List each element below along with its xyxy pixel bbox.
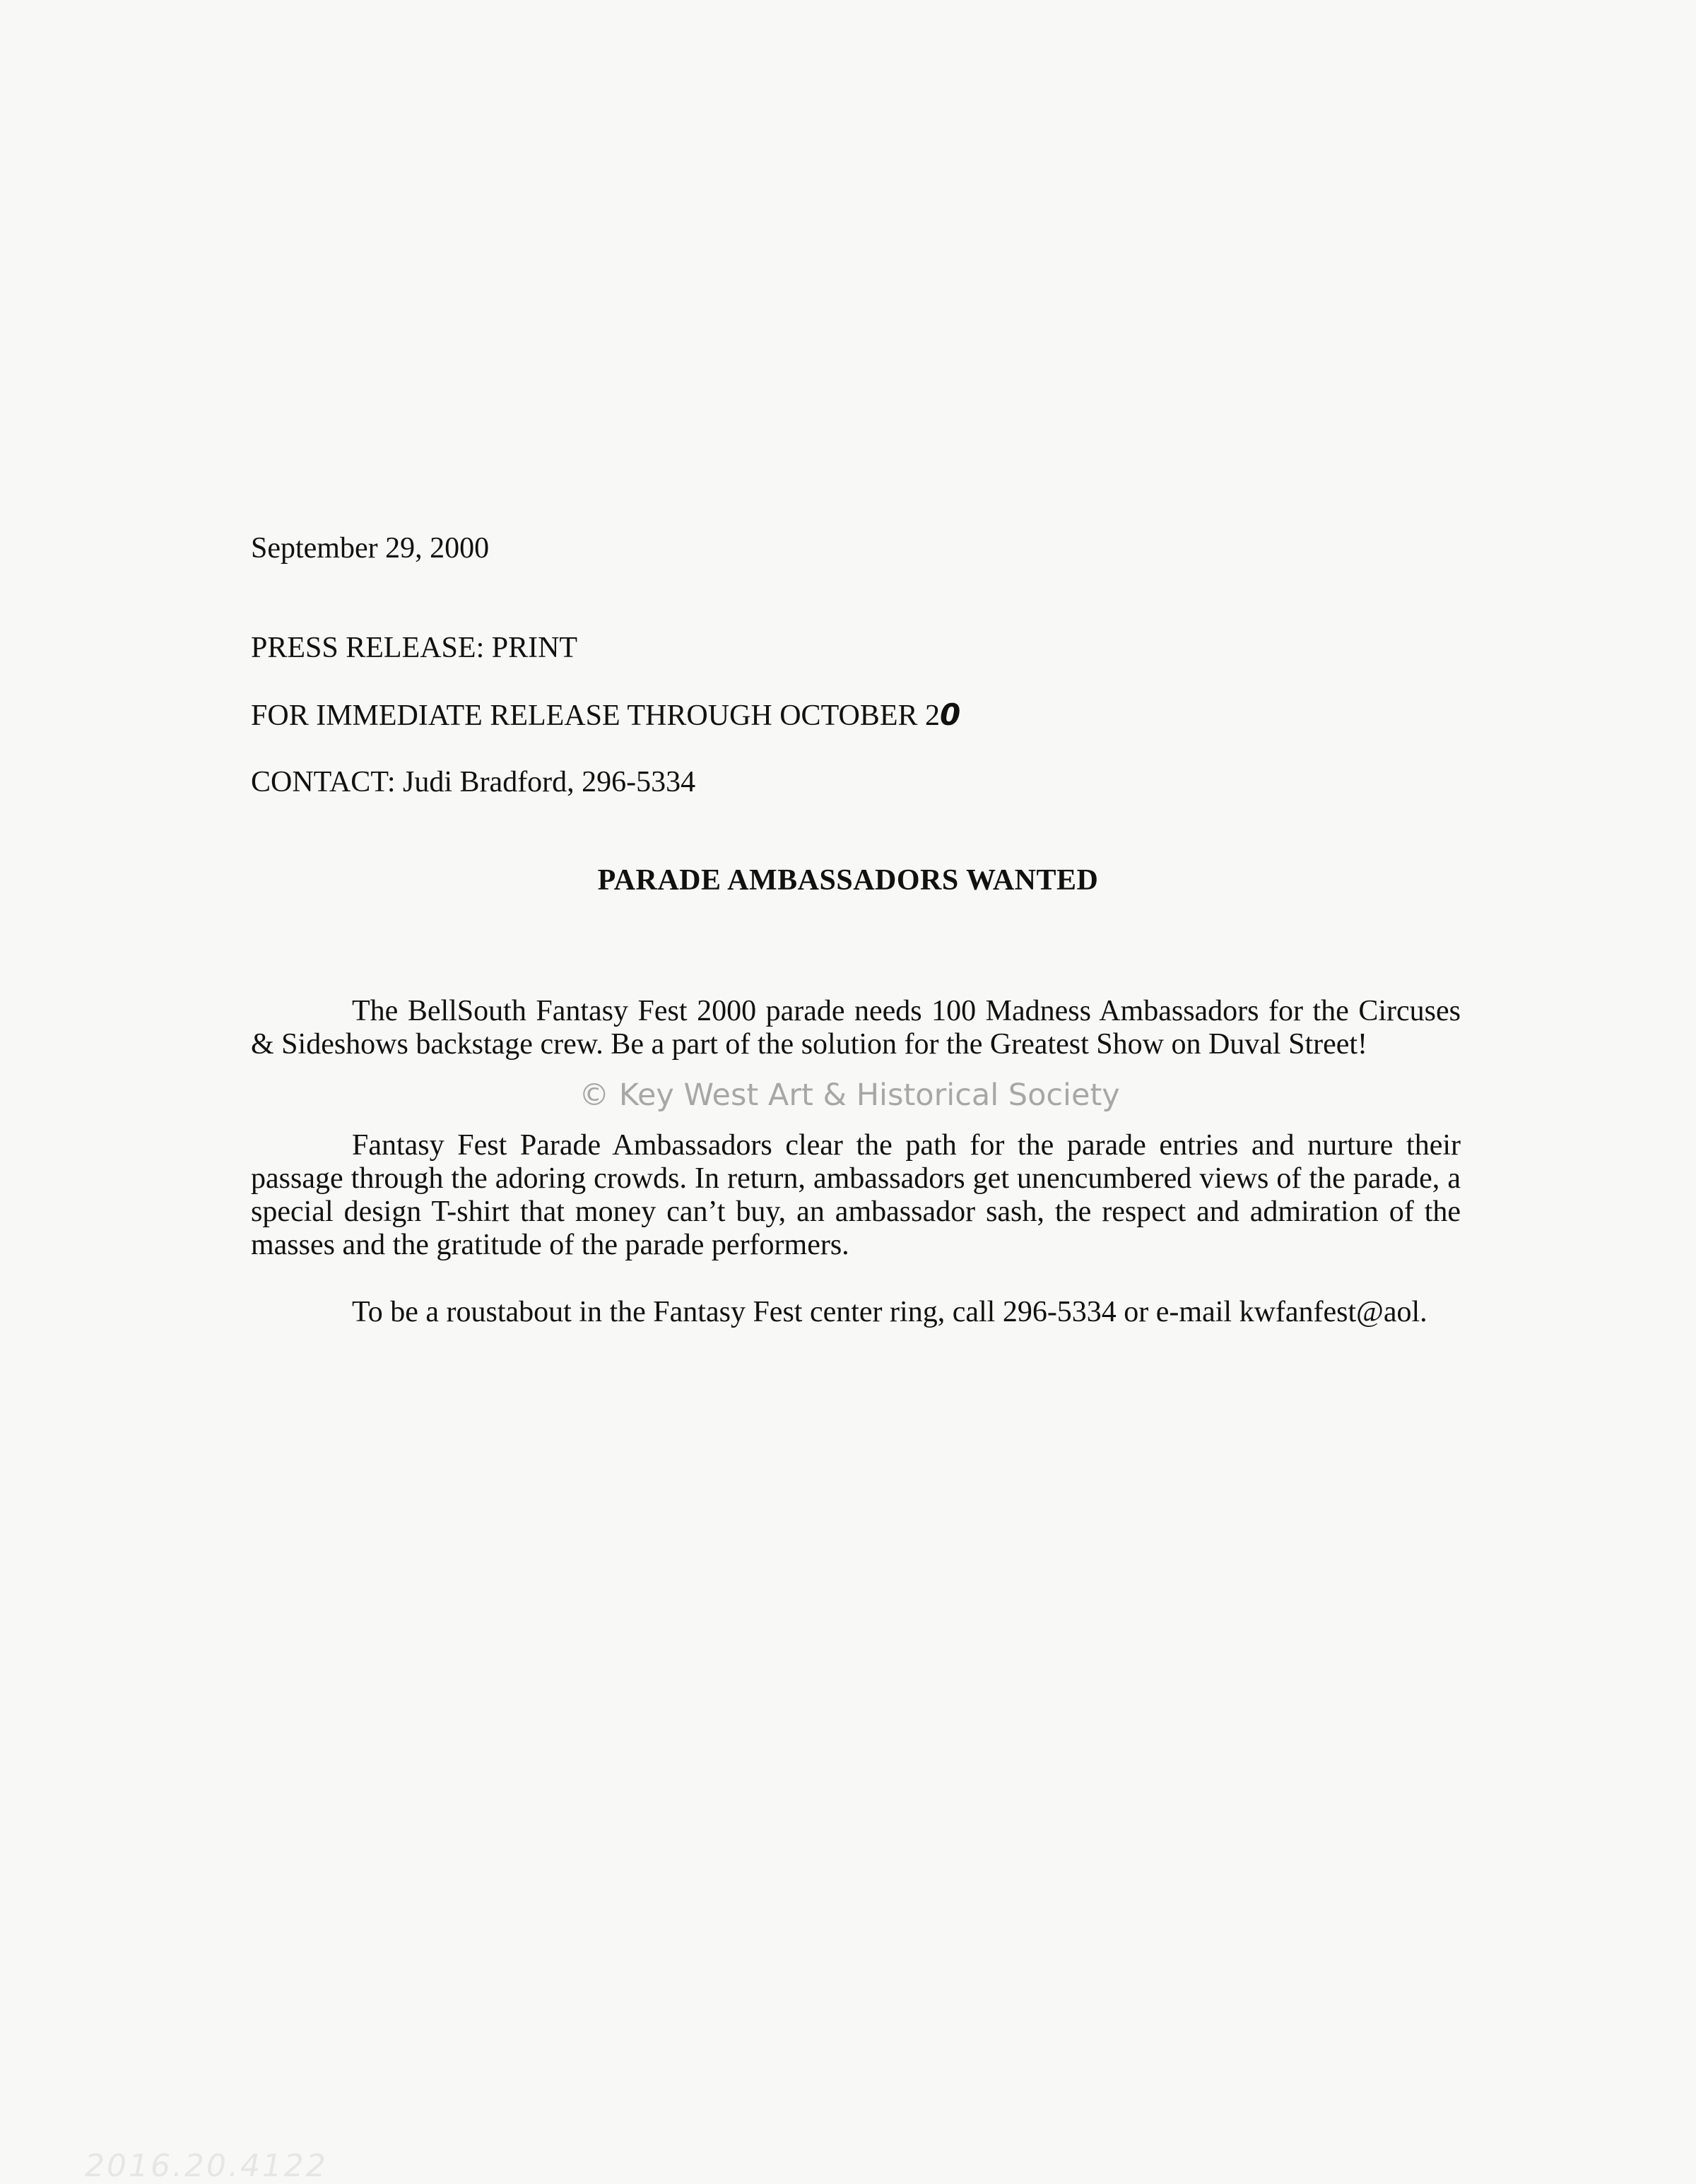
release-line [251,698,960,733]
contact-line: CONTACT: Judi Bradford, 296-5334 [251,766,696,798]
press-release-type: PRESS RELEASE: PRINT [251,632,578,664]
paragraph-1: The BellSouth Fantasy Fest 2000 parade needs 100 Madness Ambassadors for the Circuses & Sideshows backstage crew. Be a part of the solution for the Greatest Show on Duval Street! [251,995,1461,1061]
release-line-handwritten: 0 [939,697,961,732]
paragraph-3: To be a roustabout in the Fantasy Fest center ring, call 296-5334 or e-mail kwfanfest@aol. [352,1296,1427,1328]
headline: PARADE AMBASSADORS WANTED [597,864,1099,897]
release-line-typed: FOR IMMEDIATE RELEASE THROUGH OCTOBER 2 [251,700,940,732]
document-date: September 29, 2000 [251,532,490,565]
watermark: © Key West Art & Historical Society [579,1078,1120,1113]
paragraph-2: Fantasy Fest Parade Ambassadors clear the path for the parade entries and nurture their passage through the adoring crowds. In return, ambassadors get unencumbered views of the parade, a special design T-shirt that money can’t buy, an ambassador sash, the respect and admiration of the masses and the gratitude of the parade performers. [251,1129,1461,1261]
pencil-accession-note: 2016.20.4122 [85,2148,328,2184]
